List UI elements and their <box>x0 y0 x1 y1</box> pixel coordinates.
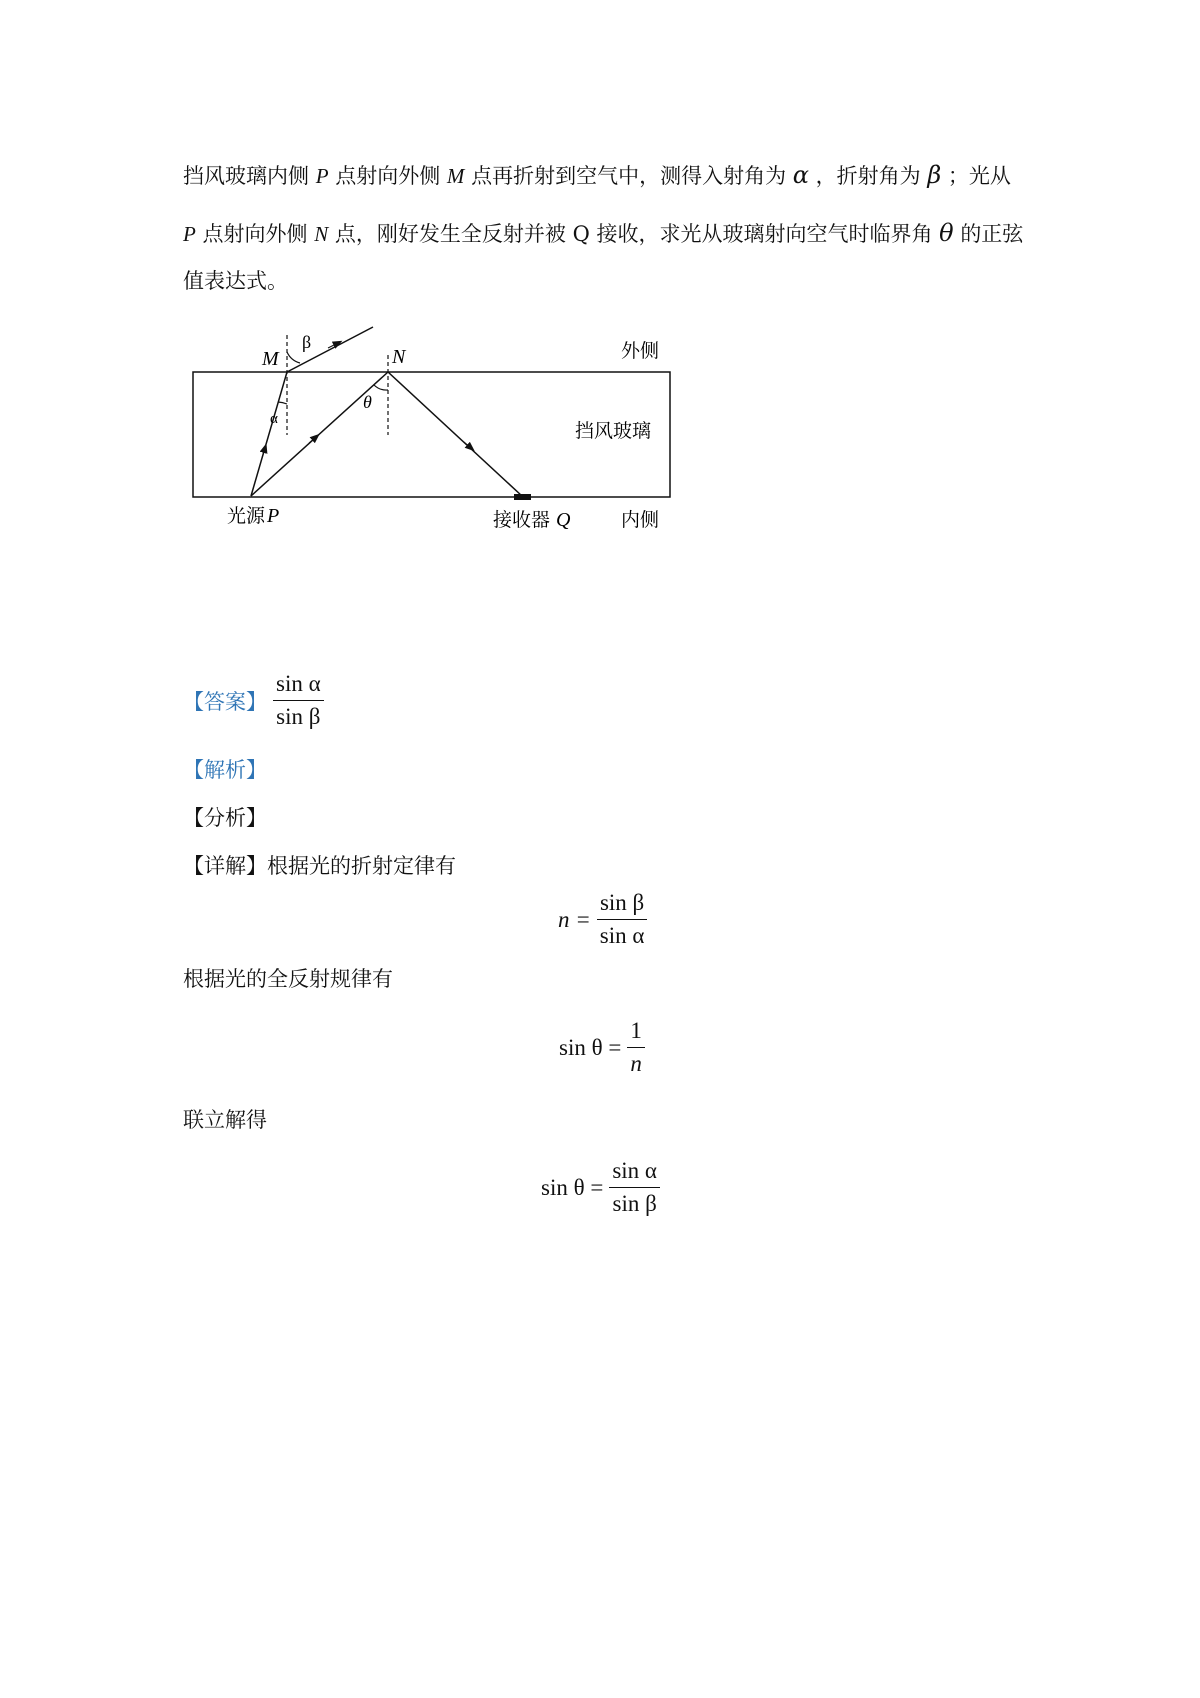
label-glass: 挡风玻璃 <box>575 420 652 442</box>
var-n: N <box>314 222 329 246</box>
fraction-denominator: n <box>630 1051 642 1076</box>
question-text: 点，刚好发生全反射并被 Q 接收，求光从玻璃射向空气时临界角 <box>334 222 933 246</box>
label-theta: θ <box>363 392 372 412</box>
question-text: ，折射角为 <box>815 164 921 188</box>
equation-fraction <box>609 1155 660 1220</box>
arrow-head <box>262 448 265 458</box>
angle-arc-beta <box>287 352 300 363</box>
text-combine: 联立解得 <box>183 1108 267 1132</box>
label-q: Q <box>556 509 571 531</box>
fraction-denominator: sin β <box>612 1191 657 1216</box>
equation-lhs: sin θ = <box>541 1174 604 1200</box>
equation-3 <box>541 1155 660 1220</box>
var-m: M <box>446 164 465 188</box>
answer-row <box>183 668 324 733</box>
ray-m-out <box>287 327 373 372</box>
ray-n-to-q <box>388 372 522 496</box>
label-n: N <box>392 346 406 368</box>
label-source: 光源 <box>227 505 266 527</box>
question-text: 点射向外侧 <box>202 222 308 246</box>
text-total-reflection: 根据光的全反射规律有 <box>183 967 393 991</box>
equation-1 <box>558 887 647 952</box>
detail-text: 根据光的折射定律有 <box>267 854 456 878</box>
detail-line <box>183 851 456 881</box>
question-text: 点射向外侧 <box>335 164 441 188</box>
angle-arc-alpha <box>278 402 287 404</box>
var-theta: θ <box>939 219 954 247</box>
arrow-head <box>309 437 316 443</box>
question-text: ；光从 <box>947 164 1011 188</box>
fraction-denominator: sin α <box>599 923 645 948</box>
label-m: M <box>262 348 279 370</box>
fraction-numerator: sin α <box>609 1155 660 1188</box>
var-beta: β <box>927 161 942 189</box>
windshield-diagram <box>0 0 1200 560</box>
arrow-head <box>464 442 471 448</box>
fraction-numerator: sin β <box>597 887 648 920</box>
question-text: 点再折射到空气中，测得入射角为 <box>471 164 787 188</box>
question-text: 的正弦 <box>960 222 1024 246</box>
label-alpha: α <box>270 411 278 427</box>
angle-arc-theta <box>374 385 388 390</box>
answer-tag: 【答案】 <box>183 689 267 714</box>
equation-lhs: n = <box>558 906 591 932</box>
question-text: 值表达式。 <box>183 269 288 293</box>
label-receiver: 接收器 <box>493 509 551 531</box>
fraction-numerator: 1 <box>627 1015 645 1048</box>
ray-p-to-m <box>251 372 287 496</box>
label-beta: β <box>302 332 312 352</box>
equation-fraction <box>627 1015 645 1080</box>
equation-2 <box>559 1015 645 1080</box>
equation-lhs: sin θ = <box>559 1034 622 1060</box>
answer-fraction <box>273 668 324 733</box>
label-inside: 内侧 <box>621 509 660 531</box>
question-text: 挡风玻璃内侧 <box>183 164 309 188</box>
var-alpha: α <box>792 161 809 189</box>
equation-fraction <box>597 887 648 952</box>
label-outside: 外侧 <box>621 340 660 362</box>
fraction-numerator: sin α <box>273 668 324 701</box>
ray-p-to-n <box>251 372 388 496</box>
label-p: P <box>267 505 280 527</box>
fenxi-tag: 【分析】 <box>183 806 267 830</box>
receiver-bar <box>514 494 531 500</box>
analysis-tag: 【解析】 <box>183 758 267 782</box>
fraction-denominator: sin β <box>276 704 321 729</box>
var-p: P <box>183 222 196 246</box>
var-p: P <box>315 164 329 188</box>
detail-tag: 【详解】 <box>183 854 267 878</box>
